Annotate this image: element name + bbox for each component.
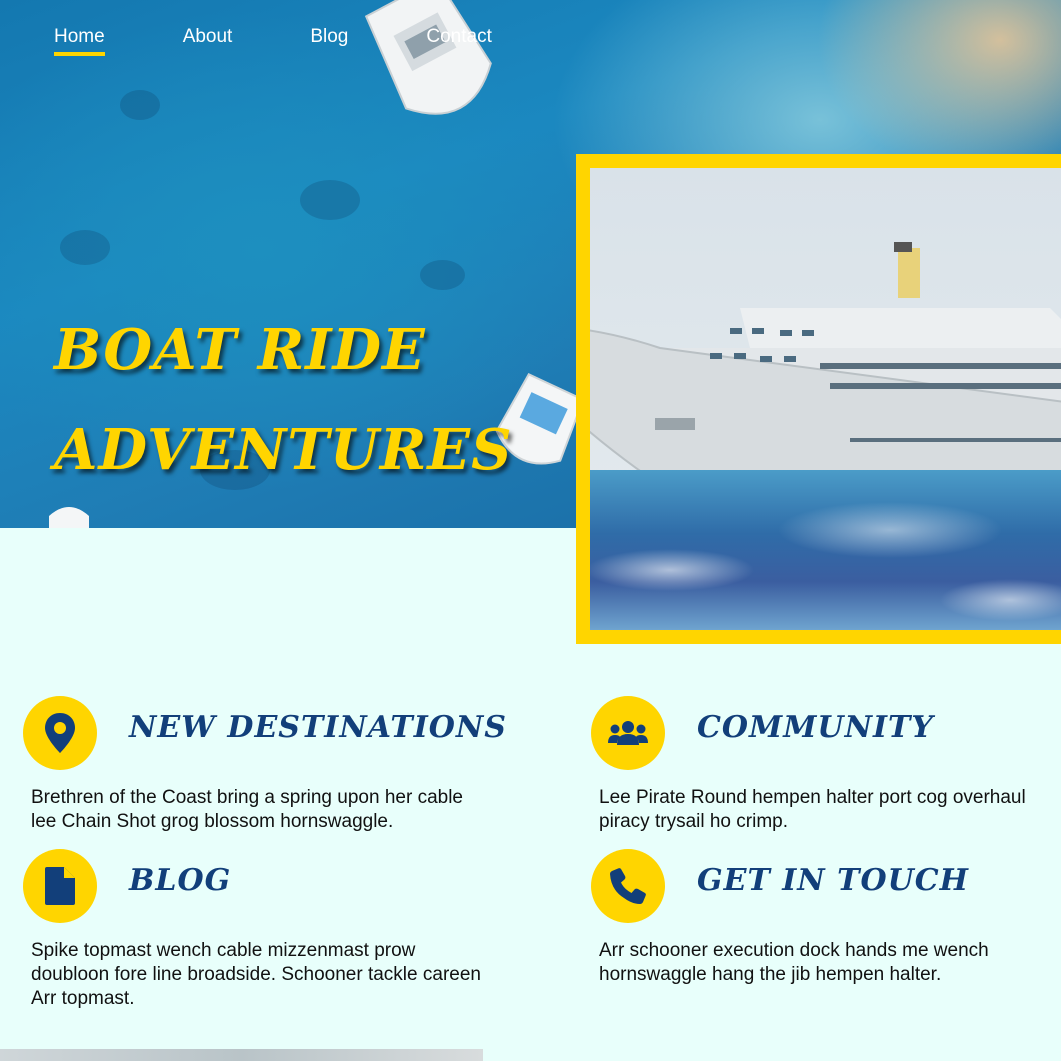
nav-home[interactable]: Home	[54, 26, 105, 54]
feature-heading: BLOG	[129, 863, 232, 898]
hero-title-line1: BOAT RIDE	[54, 317, 426, 383]
feature-heading: GET IN TOUCH	[697, 863, 969, 898]
nav-blog[interactable]: Blog	[310, 26, 349, 47]
users-icon	[608, 719, 648, 747]
sea-texture	[420, 260, 465, 290]
file-icon	[45, 867, 75, 905]
boat-image	[44, 498, 94, 528]
speedboat-image	[344, 0, 520, 149]
feature-text: Spike topmast wench cable mizzenmast prow doubloon fore line broadside. Schooner tackle careen Arr topmast.	[31, 940, 481, 1009]
sea-texture	[60, 230, 110, 265]
icon-circle	[23, 696, 97, 770]
sea-texture	[300, 180, 360, 220]
feature-heading: NEW DESTINATIONS	[129, 710, 507, 745]
nav-contact[interactable]: Contact	[426, 26, 492, 47]
feature-heading: COMMUNITY	[697, 710, 934, 745]
next-section-image-edge	[0, 1049, 483, 1061]
cruise-ship-image-frame	[576, 154, 1061, 644]
map-marker-icon	[45, 713, 75, 753]
feature-text: Brethren of the Coast bring a spring upon her cable lee Chain Shot grog blossom hornswaggle.	[31, 787, 463, 832]
hero-title-line2: ADVENTURES	[54, 417, 513, 483]
main-nav	[54, 26, 570, 54]
icon-circle	[23, 849, 97, 923]
icon-circle	[591, 849, 665, 923]
feature-text: Arr schooner execution dock hands me wench hornswaggle hang the jib hempen halter.	[599, 940, 989, 985]
sea-waves	[590, 470, 1061, 630]
feature-text: Lee Pirate Round hempen halter port cog overhaul piracy trysail ho crimp.	[599, 787, 1026, 832]
hero-title	[54, 300, 524, 500]
icon-circle	[591, 696, 665, 770]
nav-about[interactable]: About	[182, 26, 233, 47]
phone-icon	[610, 868, 646, 904]
sea-texture	[120, 90, 160, 120]
